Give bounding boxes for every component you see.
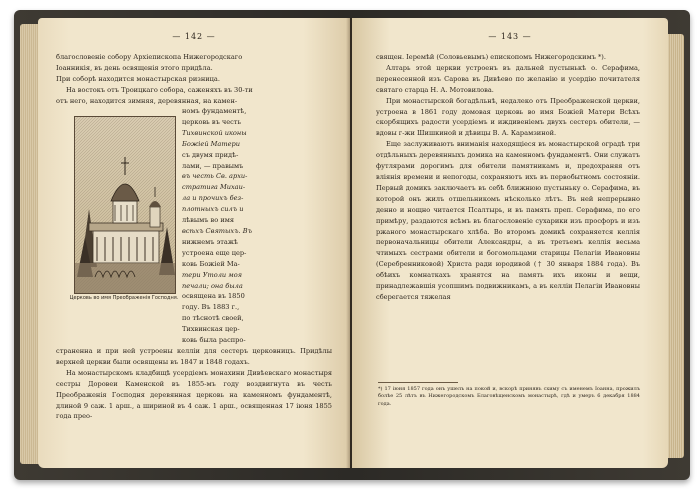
footnote-rule [378, 382, 458, 383]
text-line: лами, — правымъ [182, 161, 244, 170]
footnote: *) 17 іюня 1857 года онъ ушелъ на покой и, вскорѣ принявъ схиму съ именемъ Іоанна, прожилъ болѣе 25 лѣтъ въ Нижегородскомъ Благовѣщенскомъ монастырѣ, гдѣ и умеръ 6 декабря 1884 года. [378, 386, 640, 407]
text-line: ковь Божіей Ма- [182, 259, 240, 268]
church-engraving [75, 117, 175, 293]
text-line: благословеніе собору Архіепископа Нижегородскаго [56, 53, 243, 61]
text-line: номъ фундаментѣ, [182, 107, 247, 115]
text-line: устроена еще цер- [182, 248, 247, 257]
church-illustration [69, 116, 179, 304]
text-line: Тихвинская цер- [182, 325, 240, 334]
open-book [14, 10, 690, 480]
text-line: освящена въ 1850 [182, 292, 245, 301]
text-line: съ двумя придѣ- [182, 150, 239, 159]
text-line: печали; она была [182, 281, 243, 290]
left-bottom-text [56, 346, 332, 422]
text-line: тери Утоли моя [182, 270, 243, 279]
text-line: стратига Михаи- [182, 183, 246, 192]
text-line: На востокъ отъ Троицкаго собора, саженяхъ въ 30-ти [66, 85, 253, 94]
illustration-caption: Церковь во имя Преображенія Господня. [69, 295, 179, 301]
paragraph: Еще заслуживаютъ вниманія находящіеся въ монастырской оградѣ три отдѣльныхъ деревянныхъ домика на каменномъ фундаментѣ. Они служатъ футлярами дорогимъ для обители памятникамъ и, предохраняя отъ вліянія времени и непогоды, сохраняютъ ихъ въ первобытномъ состояніи. Первый домикъ заключаетъ въ себѣ ближнюю пустыньку о. Серафима, въ которой онъ жилъ отшельникомъ нѣсколько лѣтъ. Въ ней непрерывно денно и нощно читается Псалтырь, и въ память преп. Серафима, по его примѣру, раздаются всѣмъ въ благословеніе сухарики изъ просфоръ и изъ ржаного монастырскаго хлѣба. Во второмъ домикѣ сохраняется келлія первоначальницы обители Александры, а въ третьемъ келлія весьма чтимыхъ сестрами обители и богомольцами старицы Пелагіи Ивановны (Серебренниковой) Христа ради юродивой († 30 января 1884 года). Въ обѣихъ комнаткахъ хранятся на память ихъ иконы и вещи, принадлежавшія усопшимъ подвижникамъ, а въ келліи Пелагіи Ивановны сберегается тяжелая [376, 140, 640, 301]
right-page-number: — 143 — [488, 32, 532, 41]
paragraph: Алтарь этой церкви устроенъ въ дальней пустынькѣ о. Серафима, перенесенной изъ Сарова въ Дивѣево по желанію и усердію почитателя святаго старца Н. А. Мотовилова. [376, 63, 640, 94]
text-line: въ честь Св. архи- [182, 172, 248, 181]
text-line: плотныхъ силъ и [182, 205, 244, 214]
text-line: ла и прочихъ без- [182, 194, 244, 203]
text-line: Іоанникія, въ день освященія этого придѣла. [56, 63, 213, 72]
text-line: Тихвинской иконы [182, 128, 247, 137]
left-page [38, 18, 350, 468]
left-page-number: — 142 — [172, 32, 216, 41]
paragraph: При монастырской богадѣльнѣ, недалеко отъ Преображенской церкви, устроена в 1861 году домовая церковь во имя Божіей Матери Всѣхъ скорбящихъ радости усердіемъ и иждивеніемъ двухъ сестеръ обители, — вдовы г-жи Шишкиной и дѣвицы В. А. Карамзиной. [376, 96, 640, 138]
text-line: Божіей Матери [182, 139, 240, 148]
paragraph: страненна и при ней устроены келліи для сестеръ церковницъ. Придѣлы верхней церкви были освящены въ 1847 и 1848 годахъ. [56, 347, 332, 366]
text-line: году. Въ 1883 г., [182, 303, 240, 312]
left-top-text [56, 52, 332, 107]
text-line: церковь въ честь [182, 117, 242, 126]
text-line: всѣхъ Святыхъ. Въ [182, 226, 252, 235]
text-line: отъ него, находится зимняя, деревянная, на камен- [56, 96, 238, 105]
paragraph: священ. Іеремѣй (Соловьевымъ) епископомъ Нижегородскимъ *). [376, 53, 606, 61]
paragraph: На монастырскомъ кладбищѣ усердіемъ монахини Дивѣевскаго монастыря сестры Доровеи Каменской въ 1855-мъ году воздвигнута въ честь Преображенія Господня деревянная церковь на каменномъ фундаментѣ, длиной 9 саж. 1 арш., а шириной въ 4 саж. 1 арш., освященная 17 іюня 1855 года прео- [56, 368, 332, 421]
text-line: лѣвымъ во имя [182, 216, 235, 225]
right-page [352, 18, 668, 468]
engraving-frame [74, 116, 176, 294]
text-line: по тѣснотѣ своей, [182, 314, 244, 323]
text-line: ковь была распро- [182, 336, 246, 345]
text-line: нижнемъ этажѣ [182, 237, 238, 246]
right-body-text [376, 52, 640, 303]
left-side-text [182, 106, 332, 346]
text-line: При соборѣ находится монастырская ризница. [56, 74, 220, 83]
